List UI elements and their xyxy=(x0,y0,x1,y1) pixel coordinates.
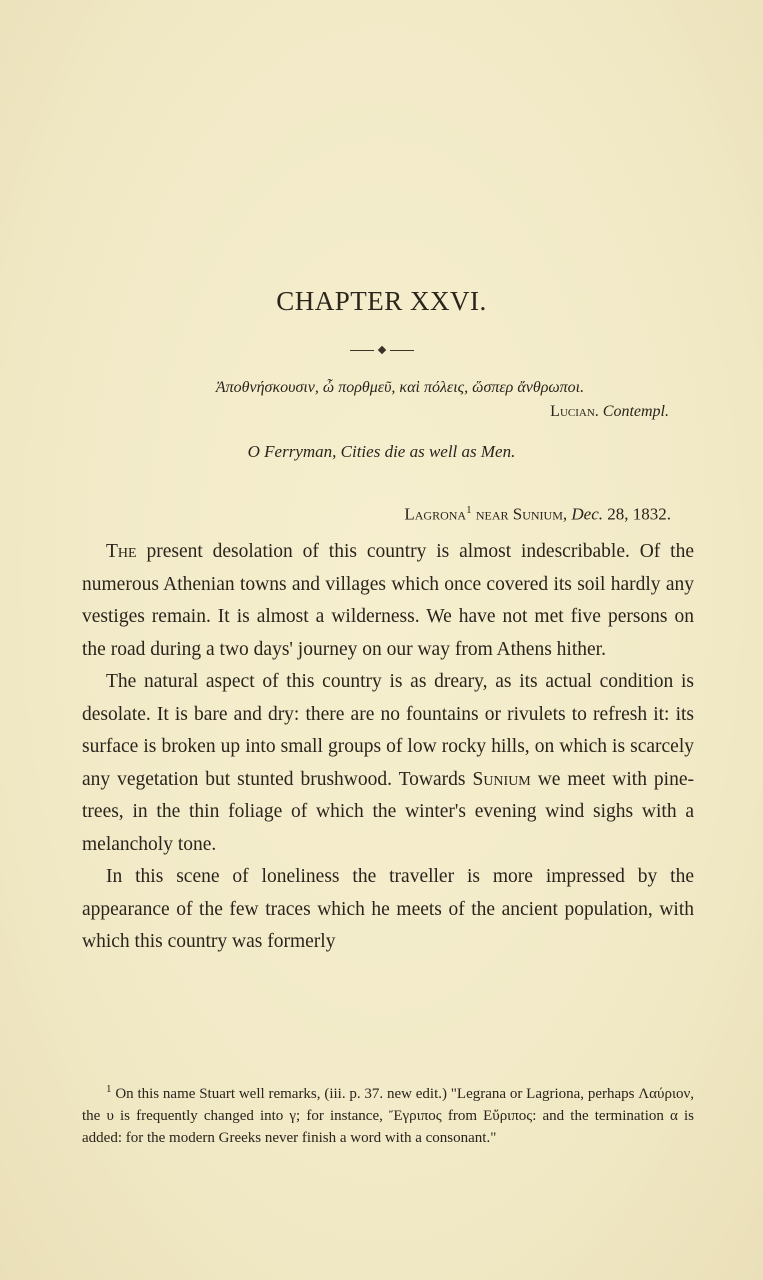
footnote-reference: 1 xyxy=(466,504,472,516)
paragraph-3-text: In this scene of loneliness the traveller is more impressed by the appearance of the few traces which he meets of the ancient population, with which this country was formerly xyxy=(82,866,694,952)
dateline-month: Dec. xyxy=(571,504,603,524)
footnote-text: On this name Stuart well remarks, (iii. p. 37. new edit.) "Legrana or Lagriona, perhaps Λαύριον, the υ is frequently changed into γ; for instance, Ἔγριπος from Εὔριπος: and the termination α is added: for the modern Greeks never finish a word with a consonant." xyxy=(82,1086,695,1146)
dateline xyxy=(404,504,671,525)
body-text xyxy=(82,536,694,959)
paragraph-2-text-a: The natural aspect of this country is as dreary, as its actual condition is desolate. It is bare and dry: there are no fountains or rivulets to refresh it: its surface is broken up into small groups of low rocky hills, on which is scarcely any vegetation but stunted brushwood. Towards xyxy=(82,671,694,790)
dateline-place2: Sunium, xyxy=(512,504,568,524)
paragraph-2 xyxy=(82,666,694,861)
paragraph-lead: The xyxy=(106,541,137,562)
paragraph-1 xyxy=(82,536,694,666)
ornament-diamond xyxy=(377,346,385,354)
epigraph-work: Contempl. xyxy=(602,403,669,420)
paragraph-3 xyxy=(82,861,694,959)
chapter-title: CHAPTER XXVI. xyxy=(276,286,487,316)
footnote-mark: 1 xyxy=(106,1083,112,1095)
paragraph-1-text: present desolation of this country is almost indescribable. Of the numerous Athenian towns and villages which once covered its soil hardly any vestiges remain. It is almost a wilderness. We have not met five persons on the road during a two days' journey on our way from Athens hither. xyxy=(82,541,694,660)
paragraph-2-smallcaps: Sunium xyxy=(472,768,531,790)
dateline-near: near xyxy=(475,504,509,524)
ornament-line-left xyxy=(350,350,374,351)
epigraph-author: Lucian. xyxy=(550,403,599,420)
dateline-date: 28, 1832. xyxy=(607,504,671,524)
epigraph-greek: Ἀποθνήσκουσιν, ὦ πορθμεῦ, καὶ πόλεις, ὥσπερ ἄνθρωποι. xyxy=(215,379,585,396)
paragraph-2-text-b: we meet with pine-trees, in the thin foliage of which the winter's evening wind sighs with a melancholy tone. xyxy=(82,768,694,855)
ornament-line-right xyxy=(390,350,414,351)
dateline-place: Lagrona xyxy=(404,504,467,524)
epigraph-attribution xyxy=(550,403,669,421)
footnote xyxy=(82,1078,694,1149)
ornament-divider xyxy=(0,341,763,355)
epigraph-english: O Ferryman, Cities die as well as Men. xyxy=(247,442,516,461)
